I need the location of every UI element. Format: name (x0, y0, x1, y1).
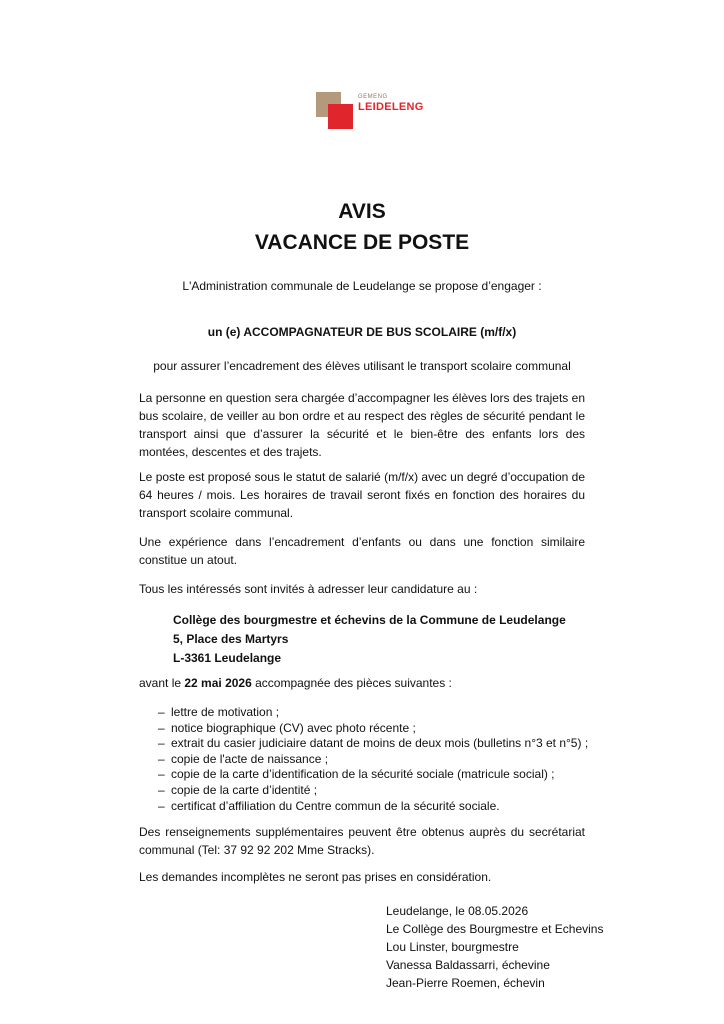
signature-college: Le Collège des Bourgmestre et Echevins (386, 922, 604, 936)
heading-vacance: VACANCE DE POSTE (254, 231, 470, 254)
paragraph-duties: La personne en question sera chargée d’accompagner les élèves lors des trajets en bus scolaire, de veiller au bon ordre et au respect des règles de sécurité pendant le transport ainsi que d’assurer la sécurité et le bien-être des enfants lors des montées, descentes et des trajets. (139, 391, 585, 459)
incomplete-text: Les demandes incomplètes ne seront pas prises en considération. (139, 870, 492, 884)
invitation-text: Tous les intéressés sont invités à adresser leur candidature au : (139, 582, 478, 596)
logo-big-text: LEIDELENG (358, 101, 424, 113)
list-item: – copie de l'acte de naissance ; (158, 752, 588, 768)
deadline-before: avant le (139, 676, 185, 690)
address-line-3: L-3361 Leudelange (173, 651, 282, 665)
address-line-2: 5, Place des Martyrs (173, 632, 289, 646)
signature-place-date: Leudelange, le 08.05.2026 (386, 904, 529, 918)
list-item: – notice biographique (CV) avec photo récente ; (158, 721, 588, 737)
signature-mayor: Lou Linster, bourgmestre (386, 940, 519, 954)
list-item: – certificat d’affiliation du Centre commun de la sécurité sociale. (158, 799, 588, 815)
signature-alderman: Jean-Pierre Roemen, échevin (386, 976, 545, 990)
list-item: – lettre de motivation ; (158, 705, 588, 721)
deadline-after: accompagnée des pièces suivantes : (251, 676, 452, 690)
deadline-text (139, 676, 452, 690)
paragraph-experience: Une expérience dans l’encadrement d’enfants ou dans une fonction similaire constitue un atout. (139, 535, 585, 567)
purpose-text: pour assurer l’encadrement des élèves utilisant le transport scolaire communal (153, 359, 571, 373)
commune-logo (316, 92, 436, 132)
intro-text: L'Administration communale de Leudelange se propose d’engager : (182, 279, 542, 293)
paragraph-status: Le poste est proposé sous le statut de salarié (m/f/x) avec un degré d’occupation de 64 heures / mois. Les horaires de travail seront fixés en fonction des horaires du transport scolaire communal. (139, 470, 585, 520)
list-item: – extrait du casier judiciaire datant de moins de deux mois (bulletins n°3 et n°5) ; (158, 736, 588, 752)
deadline-date: 22 mai 2026 (184, 676, 252, 690)
signature-block (386, 902, 603, 992)
address-block (173, 611, 566, 668)
list-item: – copie de la carte d’identité ; (158, 783, 588, 799)
info-text: Des renseignements supplémentaires peuvent être obtenus auprès du secrétariat communal (Tel: 37 92 92 202 Mme Stracks). (139, 825, 585, 857)
logo-small-text: GEMENG (358, 94, 388, 100)
position-title: un (e) ACCOMPAGNATEUR DE BUS SCOLAIRE (m/f/x) (207, 325, 517, 339)
list-item: – copie de la carte d’identification de la sécurité sociale (matricule social) ; (158, 767, 588, 783)
heading-avis: AVIS (338, 200, 386, 223)
documents-list (158, 705, 588, 814)
address-line-1: Collège des bourgmestre et échevins de la Commune de Leudelange (173, 613, 566, 627)
logo-square-red (328, 104, 353, 129)
signature-alderwoman: Vanessa Baldassarri, échevine (386, 958, 550, 972)
